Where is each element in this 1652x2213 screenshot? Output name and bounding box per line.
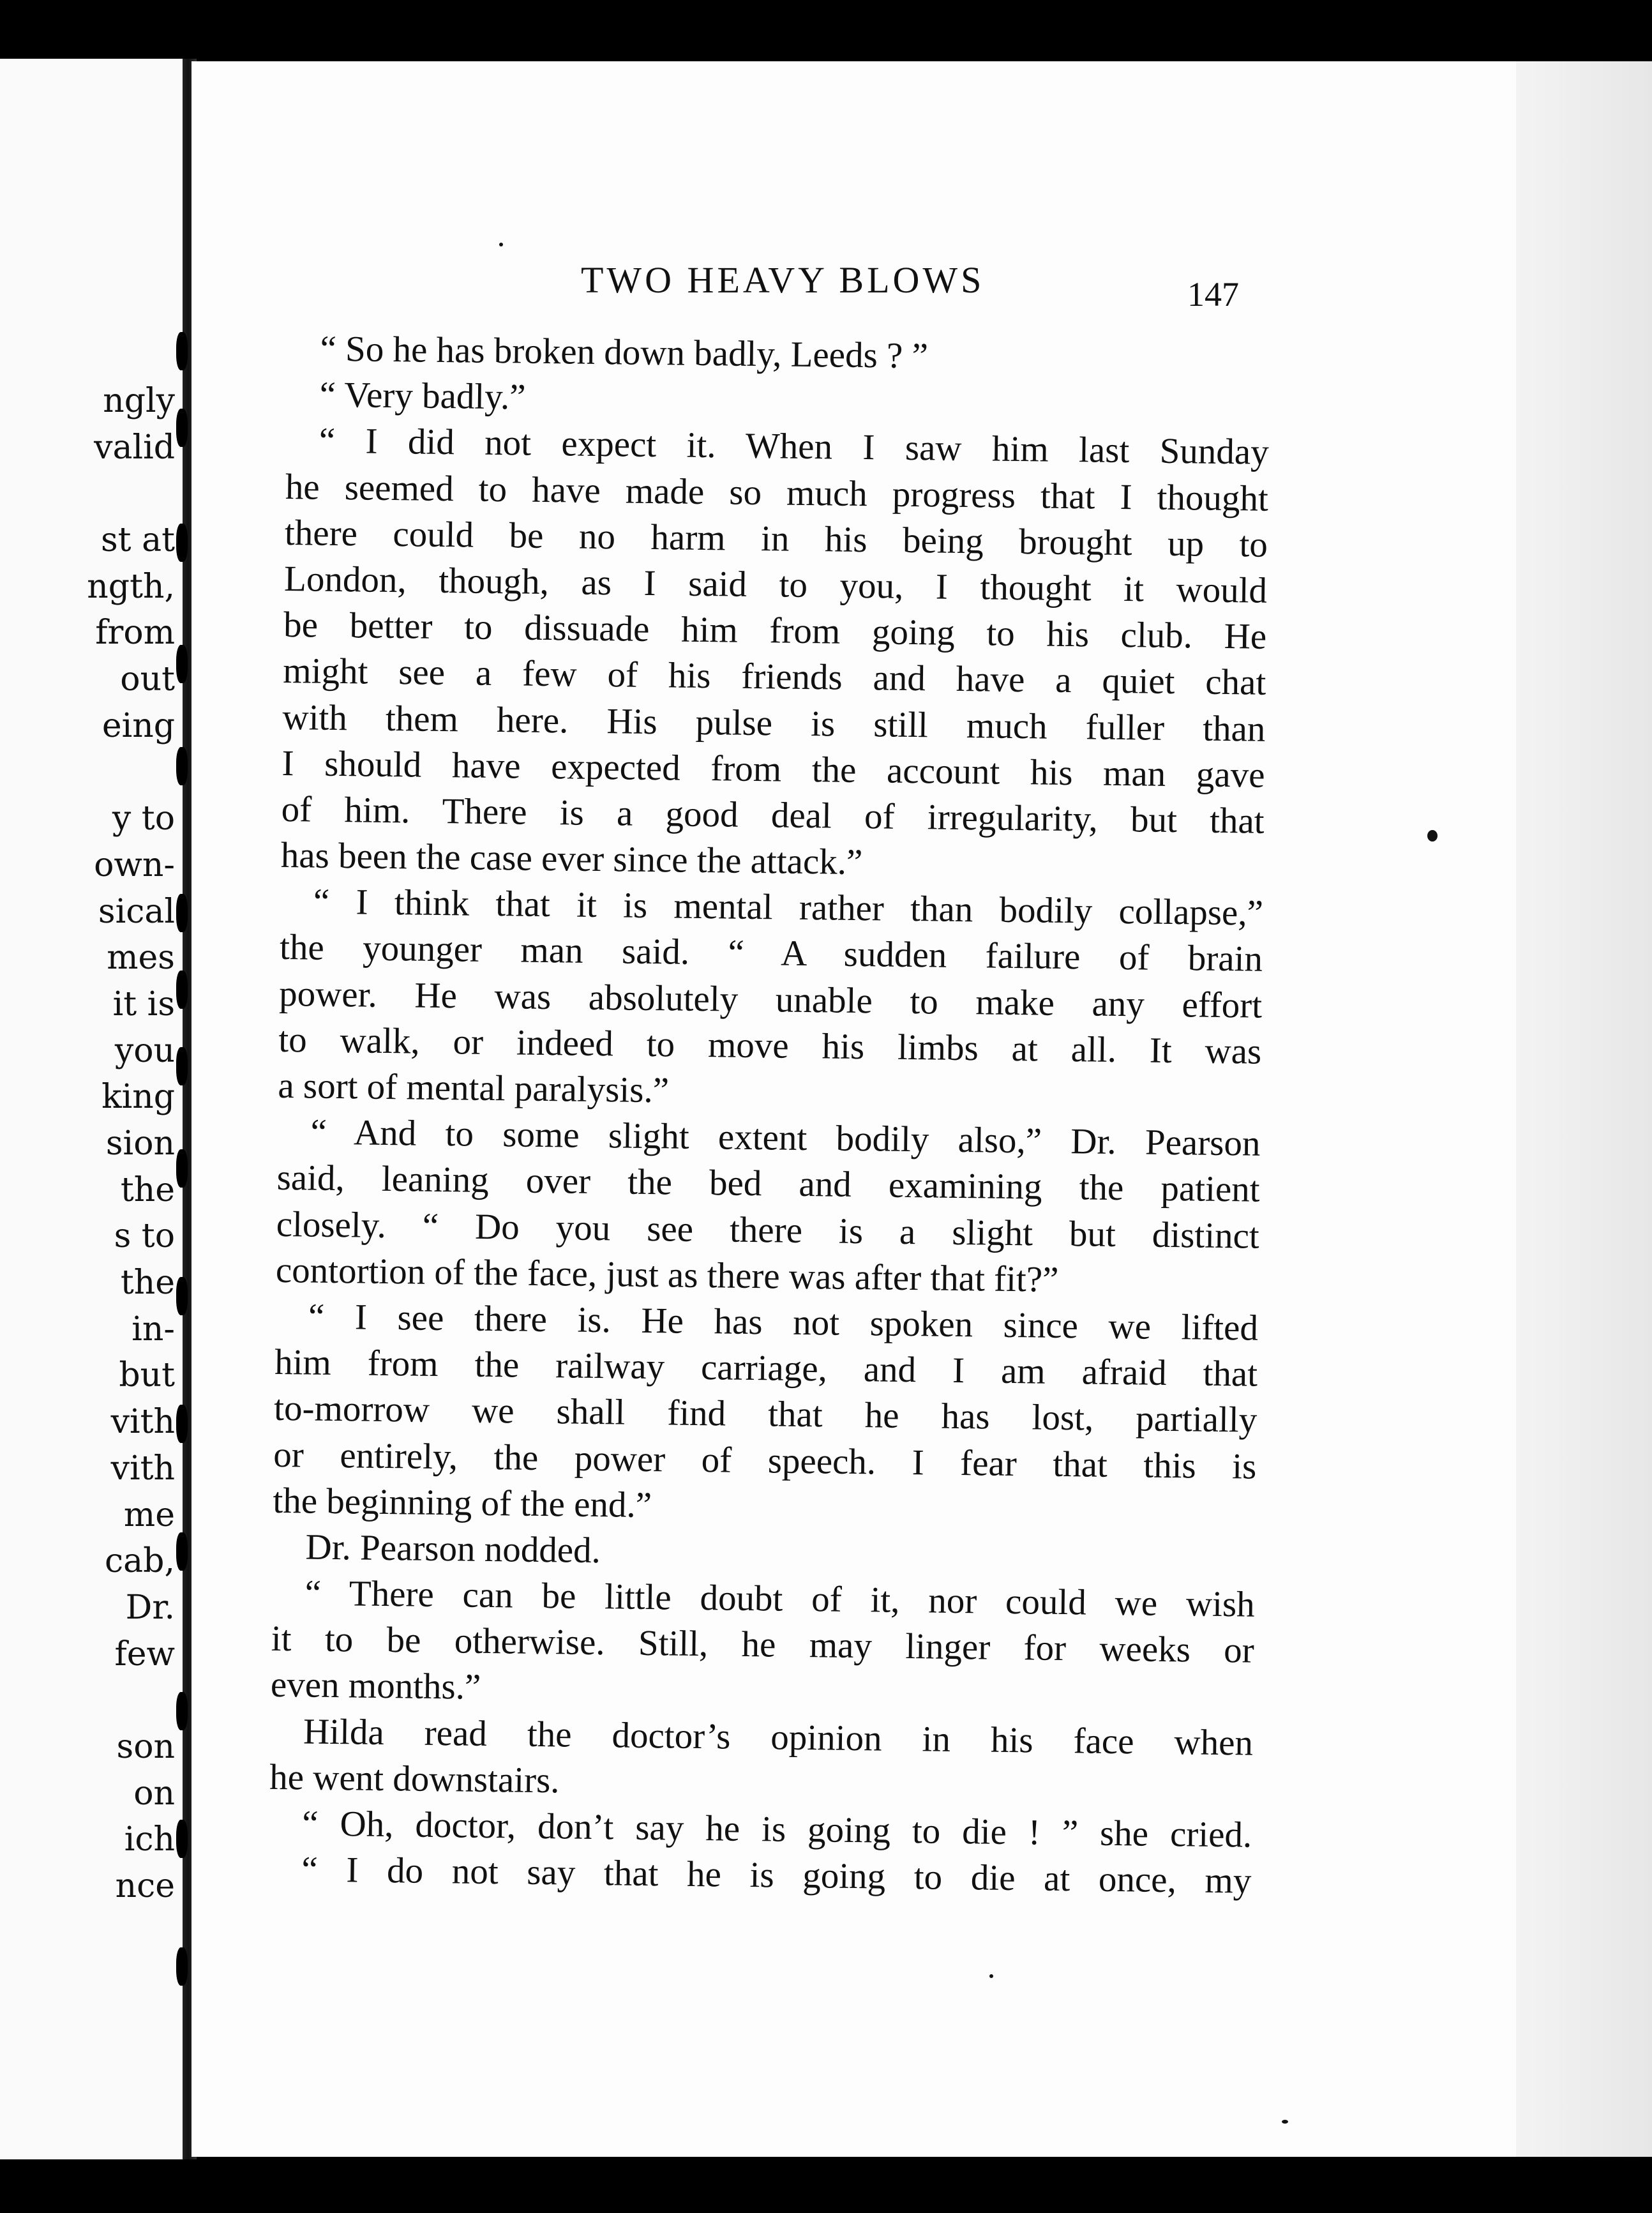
previous-page-line: eing	[101, 706, 175, 745]
binding-mark	[176, 1692, 188, 1730]
previous-page-line	[0, 471, 189, 517]
previous-page-line: ich	[124, 1820, 175, 1859]
previous-page-line: in-	[131, 1310, 175, 1348]
text-line: power. He was absolutely unable to make any effort	[278, 973, 1263, 1026]
previous-page-line: the	[120, 1170, 175, 1209]
text-line: he seemed to have made so much progress that I thought	[285, 466, 1269, 519]
previous-page-line: few	[114, 1635, 175, 1673]
previous-page-line: sical	[98, 892, 175, 931]
binding-mark	[176, 747, 188, 785]
text-line: “ So he has broken down badly, Leeds ? ”	[320, 328, 929, 377]
text-line: I should have expected from the account his man gave	[282, 743, 1265, 796]
binding-mark	[176, 894, 188, 932]
text-line: closely. “ Do you see there is a slight but distinct	[276, 1204, 1260, 1257]
binding-mark	[176, 524, 188, 562]
previous-page-line: vith	[110, 1449, 175, 1488]
previous-page-line: ngly	[103, 382, 175, 420]
text-line: “ I do not say that he is going to die at once, my	[301, 1849, 1252, 1901]
binding-mark	[176, 1820, 188, 1858]
previous-page-line: sion	[105, 1124, 175, 1163]
previous-page-line: from	[95, 614, 175, 653]
previous-page-line	[0, 1677, 189, 1724]
binding-mark	[176, 1405, 188, 1443]
ink-speck	[1427, 830, 1438, 842]
previous-page-line: s to	[114, 1217, 175, 1256]
previous-page-line: on	[133, 1774, 175, 1813]
previous-page-line: me	[123, 1495, 175, 1534]
text-line: said, leaning over the bed and examining the patient	[276, 1158, 1260, 1211]
text-line: be better to dissuade him from going to his club. He	[283, 605, 1267, 657]
text-line: London, though, as I said to you, I thought it would	[283, 558, 1268, 611]
text-line: “ There can be little doubt of it, nor could we wish	[304, 1573, 1256, 1625]
previous-page-line: y to	[112, 799, 175, 838]
binding-mark	[176, 1947, 188, 1986]
previous-page-line: cab,	[105, 1542, 175, 1581]
text-line: “ Oh, doctor, don’t say he is going to die ! ” she cried.	[301, 1803, 1252, 1855]
binding-mark	[176, 971, 188, 1009]
page-body-text	[268, 326, 1270, 1905]
binding-mark	[176, 645, 188, 683]
text-line: or entirely, the power of speech. I fear that this is	[273, 1434, 1257, 1487]
previous-page-line: vith	[110, 1403, 175, 1442]
text-line: might see a few of his friends and have a quiet chat	[283, 651, 1266, 704]
text-line: “ I see there is. He has not spoken since we lifted	[308, 1296, 1259, 1348]
previous-page-line: out	[120, 660, 175, 699]
ink-speck	[1282, 2120, 1288, 2124]
previous-page-line: valid	[94, 428, 175, 467]
text-line: a sort of mental paralysis.”	[278, 1065, 670, 1111]
previous-page-strip	[0, 59, 189, 2159]
page-fore-edge	[1516, 61, 1652, 2157]
text-line: with them here. His pulse is still much fuller than	[282, 697, 1266, 750]
text-line: “ And to some slight extent bodily also,” Dr. Pearson	[310, 1112, 1261, 1164]
text-line: the younger man said. “ A sudden failure of brain	[279, 927, 1263, 980]
text-line: even months.”	[270, 1665, 481, 1708]
previous-page-line: nce	[115, 1867, 175, 1905]
text-line: Hilda read the doctor’s opinion in his face when	[303, 1711, 1254, 1764]
running-head: TWO HEAVY BLOWS	[581, 259, 985, 301]
text-line: of him. There is a good deal of irregularity, but that	[281, 789, 1265, 842]
ink-speck	[499, 243, 503, 246]
previous-page-line: st at	[100, 521, 175, 560]
previous-page-line: Dr.	[125, 1588, 175, 1627]
binding-mark	[176, 409, 188, 447]
text-line: has been the case ever since the attack.”	[280, 835, 863, 883]
text-line: “ I did not expect it. When I saw him last Sunday	[319, 420, 1270, 473]
binding-mark	[176, 1047, 188, 1085]
previous-page-line: own-	[94, 845, 175, 884]
previous-page-line: it is	[112, 985, 175, 1023]
text-line: “ Very badly.”	[319, 374, 526, 418]
previous-page-text	[0, 378, 181, 1910]
previous-page-line: mes	[107, 939, 175, 978]
binding-mark	[176, 332, 188, 370]
text-line: “ I think that it is mental rather than bodily collapse,”	[313, 881, 1264, 933]
previous-page-line: ngth,	[87, 567, 175, 606]
binding-mark	[176, 1532, 188, 1571]
page-number: 147	[1187, 275, 1239, 313]
text-line: there could be no harm in his being brought up to	[284, 512, 1268, 565]
binding-mark	[176, 1149, 188, 1188]
ink-speck	[989, 1974, 993, 1978]
previous-page-line	[0, 750, 189, 796]
text-line: him from the railway carriage, and I am afraid that	[274, 1342, 1258, 1394]
previous-page-line: son	[116, 1727, 175, 1766]
previous-page-line: but	[119, 1356, 175, 1395]
text-line: to-morrow we shall find that he has lost, partially	[273, 1388, 1258, 1440]
text-line: the beginning of the end.”	[273, 1480, 652, 1525]
text-line: it to be otherwise. Still, he may linger for weeks or	[271, 1619, 1255, 1671]
text-line: to walk, or indeed to move his limbs at all. It was	[278, 1019, 1262, 1072]
binding-mark	[176, 1277, 188, 1315]
previous-page-line: the	[120, 1264, 175, 1303]
previous-page-line: king	[101, 1078, 175, 1117]
previous-page-line: you	[114, 1031, 175, 1070]
text-line: contortion of the face, just as there was after that fit?”	[275, 1250, 1059, 1300]
text-line: he went downstairs.	[269, 1756, 560, 1801]
text-line: Dr. Pearson nodded.	[305, 1527, 601, 1571]
